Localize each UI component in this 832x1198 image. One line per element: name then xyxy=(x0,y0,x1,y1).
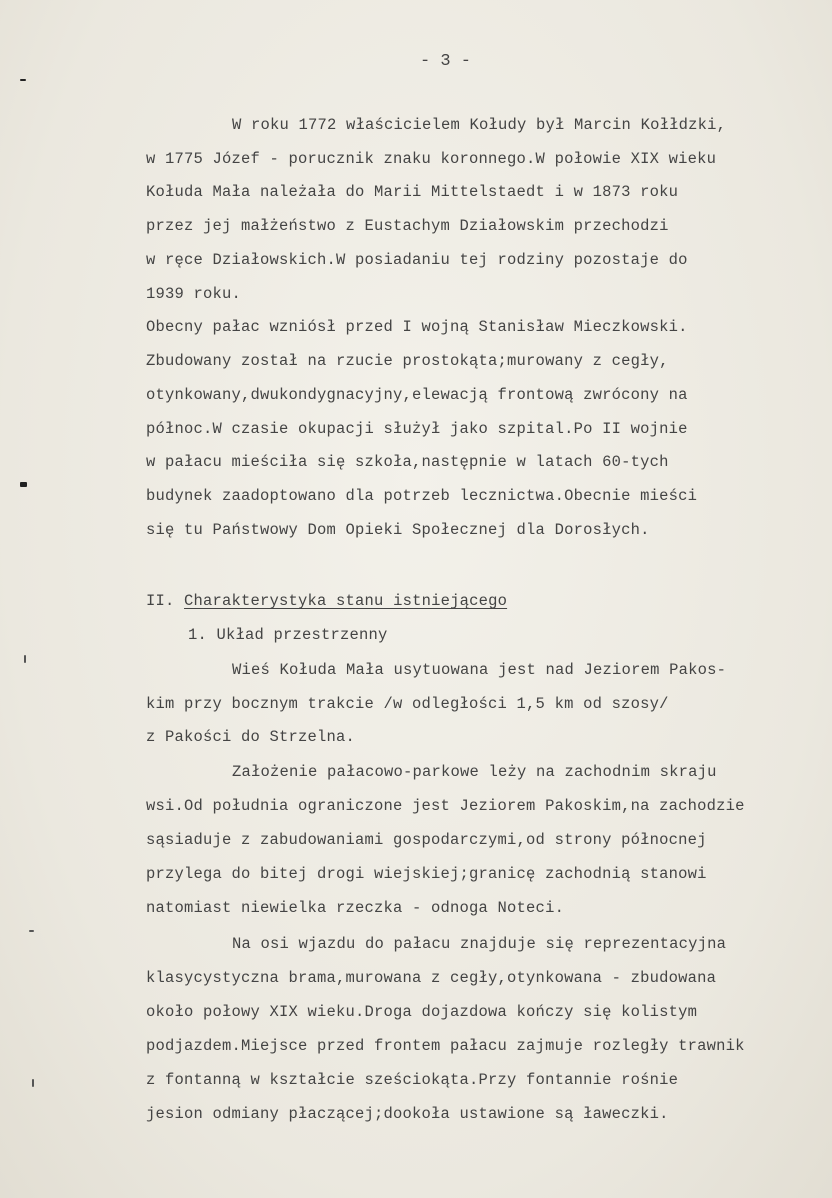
paragraph-5-line: Na osi wjazdu do pałacu znajduje się reprezentacyjna xyxy=(232,935,727,953)
paragraph-1-line: Kołuda Mała należała do Marii Mittelstaedt i w 1873 roku xyxy=(146,183,679,201)
margin-mark xyxy=(29,930,34,932)
paragraph-5-line: klasycystyczna brama,murowana z cegły,otynkowana - zbudowana xyxy=(146,969,717,987)
paragraph-1-line: w ręce Działowskich.W posiadaniu tej rodziny pozostaje do xyxy=(146,251,688,269)
paragraph-5-line: około połowy XIX wieku.Droga dojazdowa kończy się kolistym xyxy=(146,1003,698,1021)
margin-mark xyxy=(32,1079,34,1087)
paragraph-2-line: Zbudowany został na rzucie prostokąta;murowany z cegły, xyxy=(146,352,669,370)
paragraph-3-line: Wieś Kołuda Mała usytuowana jest nad Jeziorem Pakos- xyxy=(232,661,727,679)
paragraph-4-line: przylega do bitej drogi wiejskiej;granicę zachodnią stanowi xyxy=(146,865,707,883)
paragraph-4-line: sąsiaduje z zabudowaniami gospodarczymi,od strony północnej xyxy=(146,831,707,849)
paragraph-2-line: się tu Państwowy Dom Opieki Społecznej dla Dorosłych. xyxy=(146,521,650,539)
page-number: - 3 - xyxy=(420,52,472,71)
paragraph-1-line: w 1775 Józef - porucznik znaku koronnego.W połowie XIX wieku xyxy=(146,150,717,168)
paragraph-2-line: budynek zaadoptowano dla potrzeb lecznictwa.Obecnie mieści xyxy=(146,487,698,505)
paragraph-2-line: Obecny pałac wzniósł przed I wojną Stanisław Mieczkowski. xyxy=(146,318,688,336)
paragraph-3-line: z Pakości do Strzelna. xyxy=(146,728,356,746)
section-title: Charakterystyka stanu istniejącego xyxy=(184,592,508,610)
paragraph-2-line: otynkowany,dwukondygnacyjny,elewacją frontową zwrócony na xyxy=(146,386,688,404)
paragraph-2-line: w pałacu mieściła się szkoła,następnie w latach 60-tych xyxy=(146,453,669,471)
paragraph-5-line: podjazdem.Miejsce przed frontem pałacu zajmuje rozległy trawnik xyxy=(146,1037,745,1055)
paragraph-4-line: Założenie pałacowo-parkowe leży na zachodnim skraju xyxy=(232,763,717,781)
margin-mark xyxy=(20,482,27,487)
section-number: II. xyxy=(146,592,175,610)
paragraph-1-line: przez jej małżeństwo z Eustachym Działowskim przechodzi xyxy=(146,217,669,235)
paragraph-2-line: północ.W czasie okupacji służył jako szpital.Po II wojnie xyxy=(146,420,688,438)
paragraph-1-line: W roku 1772 właścicielem Kołudy był Marcin Kołłdzki, xyxy=(232,116,727,134)
paragraph-5-line: z fontanną w kształcie sześciokąta.Przy fontannie rośnie xyxy=(146,1071,679,1089)
section-heading xyxy=(146,592,507,610)
subsection-heading: 1. Układ przestrzenny xyxy=(188,626,388,644)
paragraph-1-line: 1939 roku. xyxy=(146,285,242,303)
margin-mark xyxy=(24,655,26,663)
paragraph-5-line: jesion odmiany płaczącej;dookoła ustawione są ławeczki. xyxy=(146,1105,669,1123)
margin-mark xyxy=(20,79,26,81)
paragraph-4-line: natomiast niewielka rzeczka - odnoga Noteci. xyxy=(146,899,565,917)
paragraph-4-line: wsi.Od południa ograniczone jest Jeziorem Pakoskim,na zachodzie xyxy=(146,797,745,815)
paragraph-3-line: kim przy bocznym trakcie /w odległości 1,5 km od szosy/ xyxy=(146,695,669,713)
